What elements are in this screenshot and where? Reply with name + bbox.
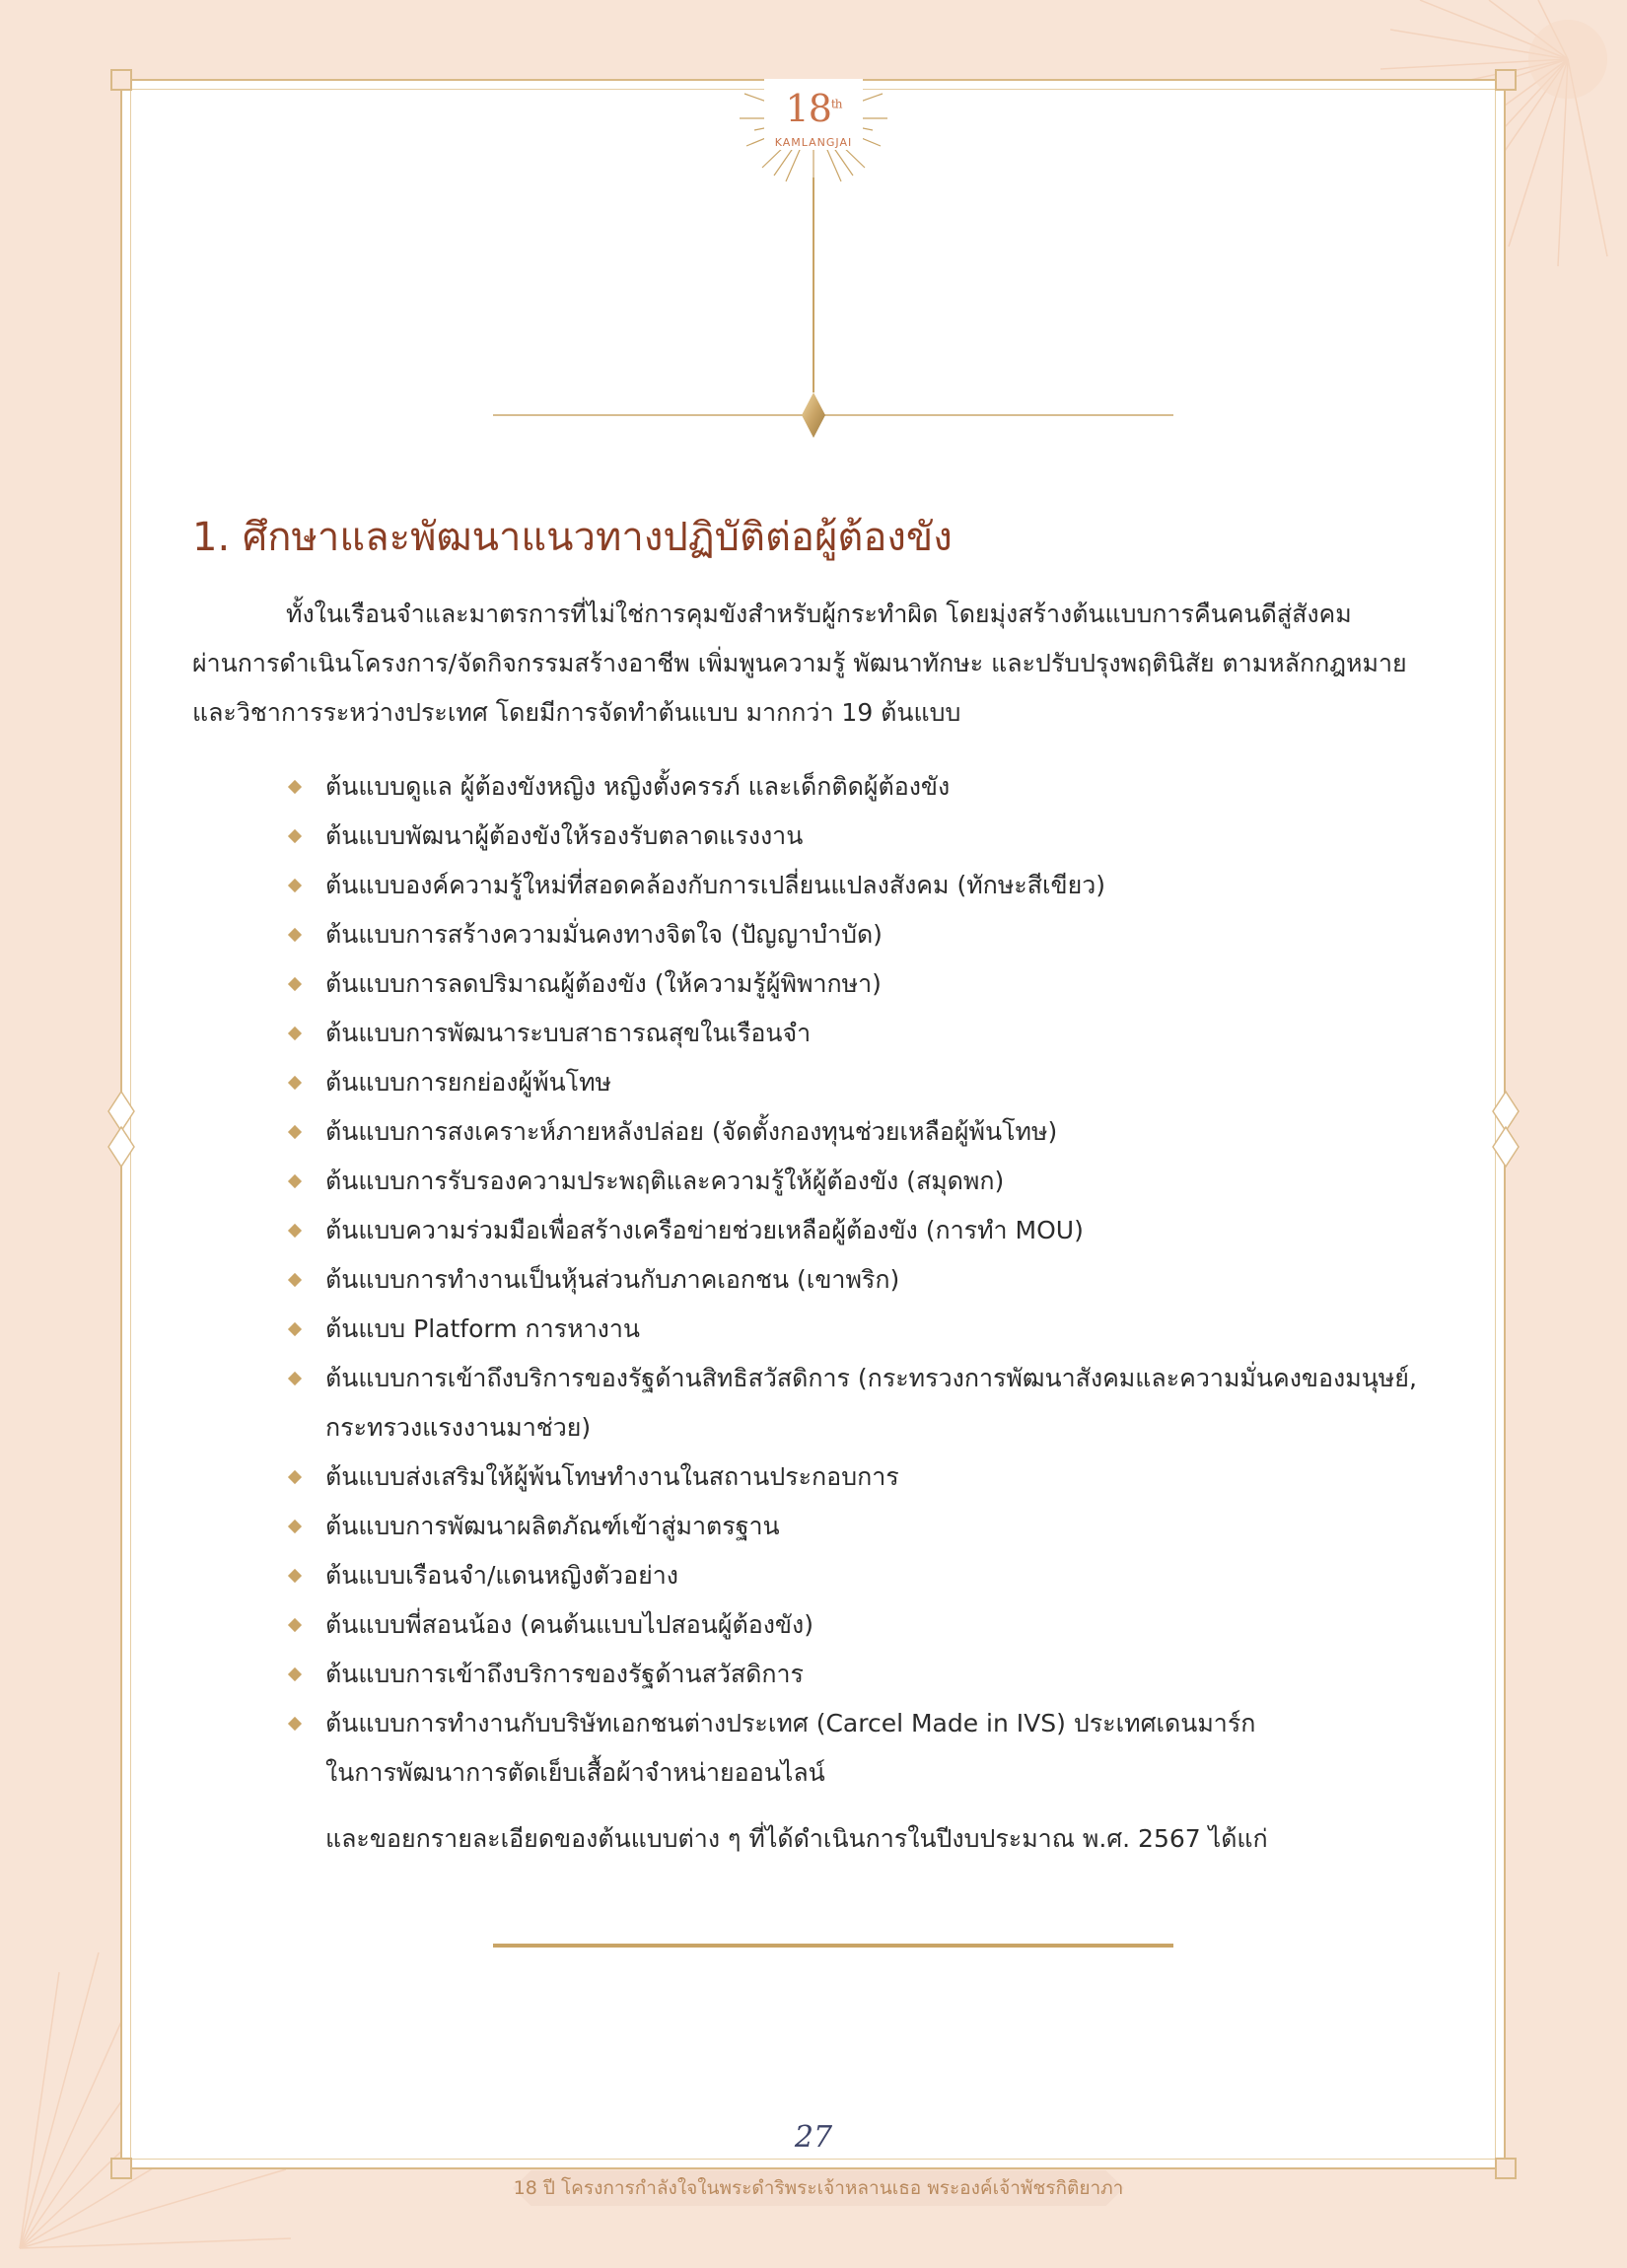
list-item: ต้นแบบพัฒนาผู้ต้องขังให้รองรับตลาดแรงงาน xyxy=(286,812,1509,861)
list-item: ต้นแบบส่งเสริมให้ผู้พ้นโทษทำงานในสถานประกอบการ xyxy=(286,1453,1509,1502)
intro-line: ผ่านการดำเนินโครงการ/จัดกิจกรรมสร้างอาชีพ เพิ่มพูนความรู้ พัฒนาทักษะ และปรับปรุงพฤตินิสัย ตามหลักกฎหมาย xyxy=(192,649,1407,677)
list-item: ต้นแบบองค์ความรู้ใหม่ที่สอดคล้องกับการเปลี่ยนแปลงสังคม (ทักษะสีเขียว) xyxy=(286,861,1509,910)
diamond-bullet-icon xyxy=(288,780,302,794)
list-item: ต้นแบบการเข้าถึงบริการของรัฐด้านสิทธิสวัสดิการ (กระทรวงการพัฒนาสังคมและความมั่นคงของมนุษย์, กระทรวงแรงงานมาช่วย) xyxy=(286,1354,1509,1453)
frame-corner-top-right xyxy=(1495,69,1517,91)
list-item: ต้นแบบการลดปริมาณผู้ต้องขัง (ให้ความรู้ผู้พิพากษา) xyxy=(286,959,1509,1009)
diamond-bullet-icon xyxy=(288,1717,302,1731)
diamond-bullet-icon xyxy=(288,1125,302,1139)
diamond-bullet-icon xyxy=(288,1174,302,1188)
logo-number-suffix: th xyxy=(830,97,842,111)
list-item: ต้นแบบ Platform การหางาน xyxy=(286,1305,1509,1354)
gold-diamond-ornament xyxy=(802,392,825,438)
list-item: ต้นแบบพี่สอนน้อง (คนต้นแบบไปสอนผู้ต้องขัง) xyxy=(286,1600,1509,1650)
diamond-bullet-icon xyxy=(288,1224,302,1238)
left-diamond-ornament xyxy=(106,1090,136,1169)
intro-line: และวิชาการระหว่างประเทศ โดยมีการจัดทำต้นแบบ มากกว่า 19 ต้นแบบ xyxy=(192,698,961,727)
list-item: ต้นแบบความร่วมมือเพื่อสร้างเครือข่ายช่วยเหลือผู้ต้องขัง (การทำ MOU) xyxy=(286,1206,1509,1255)
diamond-bullet-icon xyxy=(288,1273,302,1287)
diamond-bullet-icon xyxy=(288,1076,302,1090)
page-number: 27 xyxy=(794,2120,833,2155)
diamond-bullet-icon xyxy=(288,1322,302,1336)
diamond-bullet-icon xyxy=(288,1372,302,1385)
list-item: ต้นแบบการสร้างความมั่นคงทางจิตใจ (ปัญญาบำบัด) xyxy=(286,910,1509,959)
intro-paragraph xyxy=(192,590,1474,738)
diamond-bullet-icon xyxy=(288,1667,302,1681)
diamond-bullet-icon xyxy=(288,928,302,942)
diamond-bullet-icon xyxy=(288,1618,302,1632)
diamond-bullet-icon xyxy=(288,977,302,991)
list-item: ต้นแบบเรือนจำ/แดนหญิงตัวอย่าง xyxy=(286,1551,1509,1600)
logo-number: 18th xyxy=(785,87,842,130)
list-item: ต้นแบบการรับรองความประพฤติและความรู้ให้ผู้ต้องขัง (สมุดพก) xyxy=(286,1157,1509,1206)
frame-corner-bottom-right xyxy=(1495,2158,1517,2179)
project-logo xyxy=(735,79,892,177)
bottom-divider xyxy=(493,1944,1173,1948)
top-divider xyxy=(493,414,1173,416)
diamond-bullet-icon xyxy=(288,879,302,892)
list-item: ต้นแบบดูแล ผู้ต้องขังหญิง หญิงตั้งครรภ์ และเด็กติดผู้ต้องขัง xyxy=(286,762,1509,812)
intro-line: ทั้งในเรือนจำและมาตรการที่ไม่ใช่การคุมขังสำหรับผู้กระทำผิด โดยมุ่งสร้างต้นแบบการคืนคนดีสู่สังคม xyxy=(286,600,1352,628)
list-item: ต้นแบบการเข้าถึงบริการของรัฐด้านสวัสดิการ xyxy=(286,1650,1509,1699)
models-list xyxy=(286,762,1509,1798)
frame-corner-bottom-left xyxy=(110,2158,132,2179)
list-item: ต้นแบบการพัฒนาผลิตภัณฑ์เข้าสู่มาตรฐาน xyxy=(286,1502,1509,1551)
frame-corner-top-left xyxy=(110,69,132,91)
footer-text: 18 ปี โครงการกำลังใจในพระดำริพระเจ้าหลานเธอ พระองค์เจ้าพัชรกิติยาภา xyxy=(513,2177,1124,2199)
list-item: ต้นแบบการทำงานกับบริษัทเอกชนต่างประเทศ (Carcel Made in IVS) ประเทศเดนมาร์ก ในการพัฒนาการตัดเย็บเสื้อผ้าจำหน่ายออนไลน์ xyxy=(286,1699,1509,1798)
vertical-ornament-line xyxy=(813,177,814,392)
list-item: ต้นแบบการทำงานเป็นหุ้นส่วนกับภาคเอกชน (เขาพริก) xyxy=(286,1255,1509,1305)
diamond-bullet-icon xyxy=(288,1027,302,1040)
closing-sentence: และขอยกรายละเอียดของต้นแบบต่าง ๆ ที่ได้ดำเนินการในปีงบประมาณ พ.ศ. 2567 ได้แก่ xyxy=(325,1824,1268,1853)
diamond-bullet-icon xyxy=(288,1520,302,1533)
diamond-bullet-icon xyxy=(288,1569,302,1583)
section-title: 1. ศึกษาและพัฒนาแนวทางปฏิบัติต่อผู้ต้องขัง xyxy=(192,515,953,560)
logo-subtitle: KAMLANGJAI xyxy=(774,136,853,149)
list-item: ต้นแบบการยกย่องผู้พ้นโทษ xyxy=(286,1058,1509,1107)
diamond-bullet-icon xyxy=(288,829,302,843)
diamond-bullet-icon xyxy=(288,1470,302,1484)
list-item: ต้นแบบการพัฒนาระบบสาธารณสุขในเรือนจำ xyxy=(286,1009,1509,1058)
list-item: ต้นแบบการสงเคราะห์ภายหลังปล่อย (จัดตั้งกองทุนช่วยเหลือผู้พ้นโทษ) xyxy=(286,1107,1509,1157)
